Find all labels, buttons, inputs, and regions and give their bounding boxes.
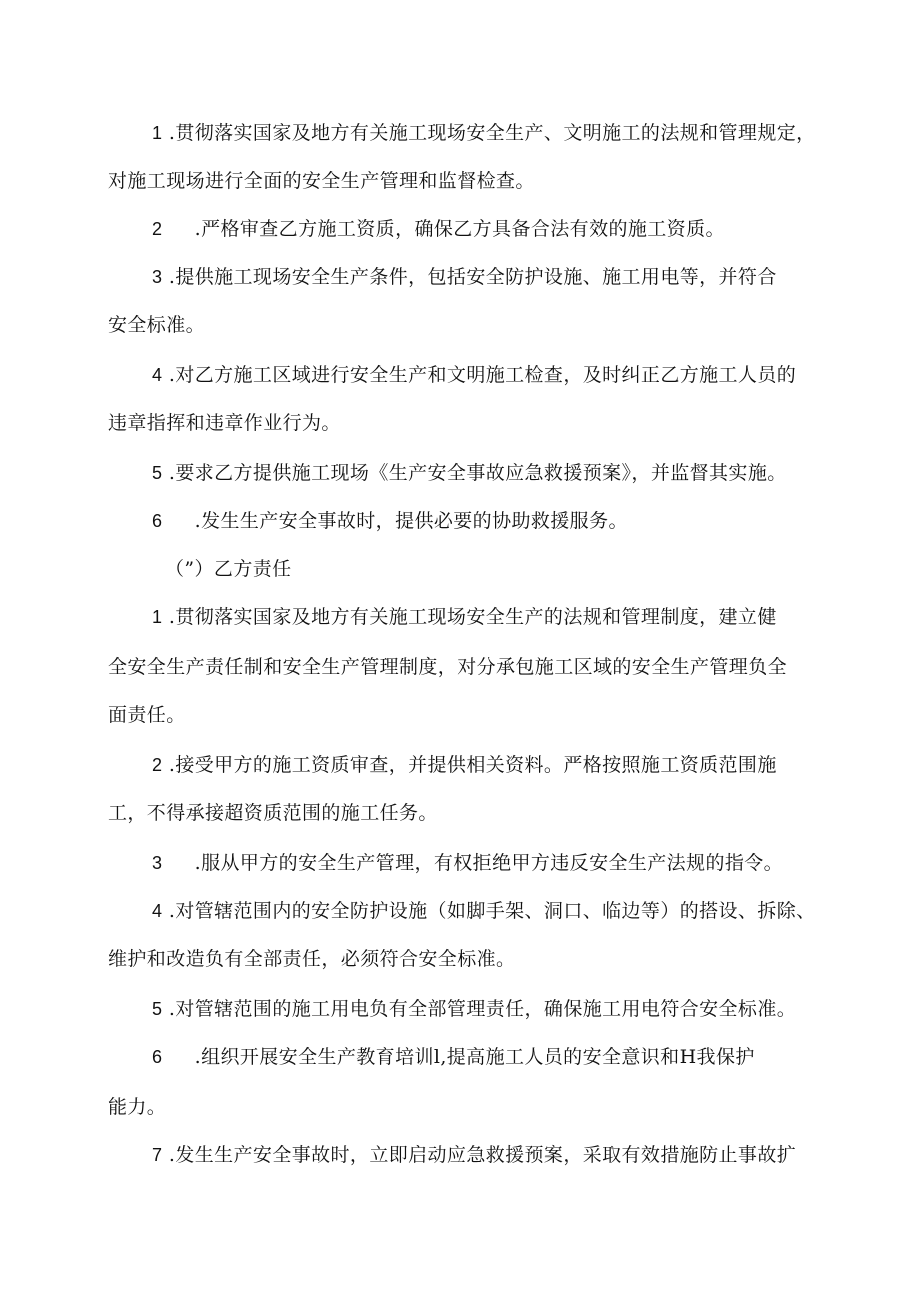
a6-line-1: 6 .发生生产安全事故时，提供必要的协助救援服务。 — [152, 510, 628, 532]
b6-line-2: 能力。 — [108, 1096, 167, 1118]
a3-line-1: 3 .提供施工现场安全生产条件，包括安全防护设施、施工用电等，并符合 — [152, 266, 777, 288]
section-heading-party-b: （”）乙方责任 — [165, 558, 292, 580]
b1-line-2: 全安全生产责任制和安全生产管理制度，对分承包施工区域的安全生产管理负全 — [108, 656, 788, 678]
a2-line-1: 2 .严格审查乙方施工资质，确保乙方具备合法有效的施工资质。 — [152, 218, 725, 240]
b1-line-1: 1 .贯彻落实国家及地方有关施工现场安全生产的法规和管理制度，建立健 — [152, 606, 777, 628]
b2-line-2: 工，不得承接超资质范围的施工任务。 — [108, 802, 438, 824]
b7-line-1: 7 .发生生产安全事故时，立即启动应急救援预案，采取有效措施防止事故扩 — [152, 1144, 797, 1166]
b2-line-1: 2 .接受甲方的施工资质审查，并提供相关资料。严格按照施工资质范围施 — [152, 754, 777, 776]
a1-line-2: 对施工现场进行全面的安全生产管理和监督检查。 — [108, 170, 535, 192]
a5-line-1: 5 .要求乙方提供施工现场《生产安全事故应急救援预案》，并监督其实施。 — [152, 462, 787, 484]
a3-line-2: 安全标准。 — [108, 314, 206, 336]
a4-line-1: 4 .对乙方施工区域进行安全生产和文明施工检查，及时纠正乙方施工人员的 — [152, 364, 797, 386]
b4-line-1: 4 .对管辖范围内的安全防护设施（如脚手架、洞口、临边等）的搭设、拆除、 — [152, 900, 816, 922]
b3-line-1: 3 .服从甲方的安全生产管理，有权拒绝甲方违反安全生产法规的指令。 — [152, 852, 784, 874]
b4-line-2: 维护和改造负有全部责任，必须符合安全标准。 — [108, 948, 516, 970]
b1-line-3: 面责任。 — [108, 704, 186, 726]
b5-line-1: 5 .对管辖范围的施工用电负有全部管理责任，确保施工用电符合安全标准。 — [152, 998, 797, 1020]
b6-line-1: 6 .组织开展安全生产教育培训l,提高施工人员的安全意识和H我保护 — [152, 1046, 755, 1068]
a1-line-1: 1 .贯彻落实国家及地方有关施工现场安全生产、文明施工的法规和管理规定， — [152, 122, 816, 144]
a4-line-2: 违章指挥和违章作业行为。 — [108, 412, 341, 434]
